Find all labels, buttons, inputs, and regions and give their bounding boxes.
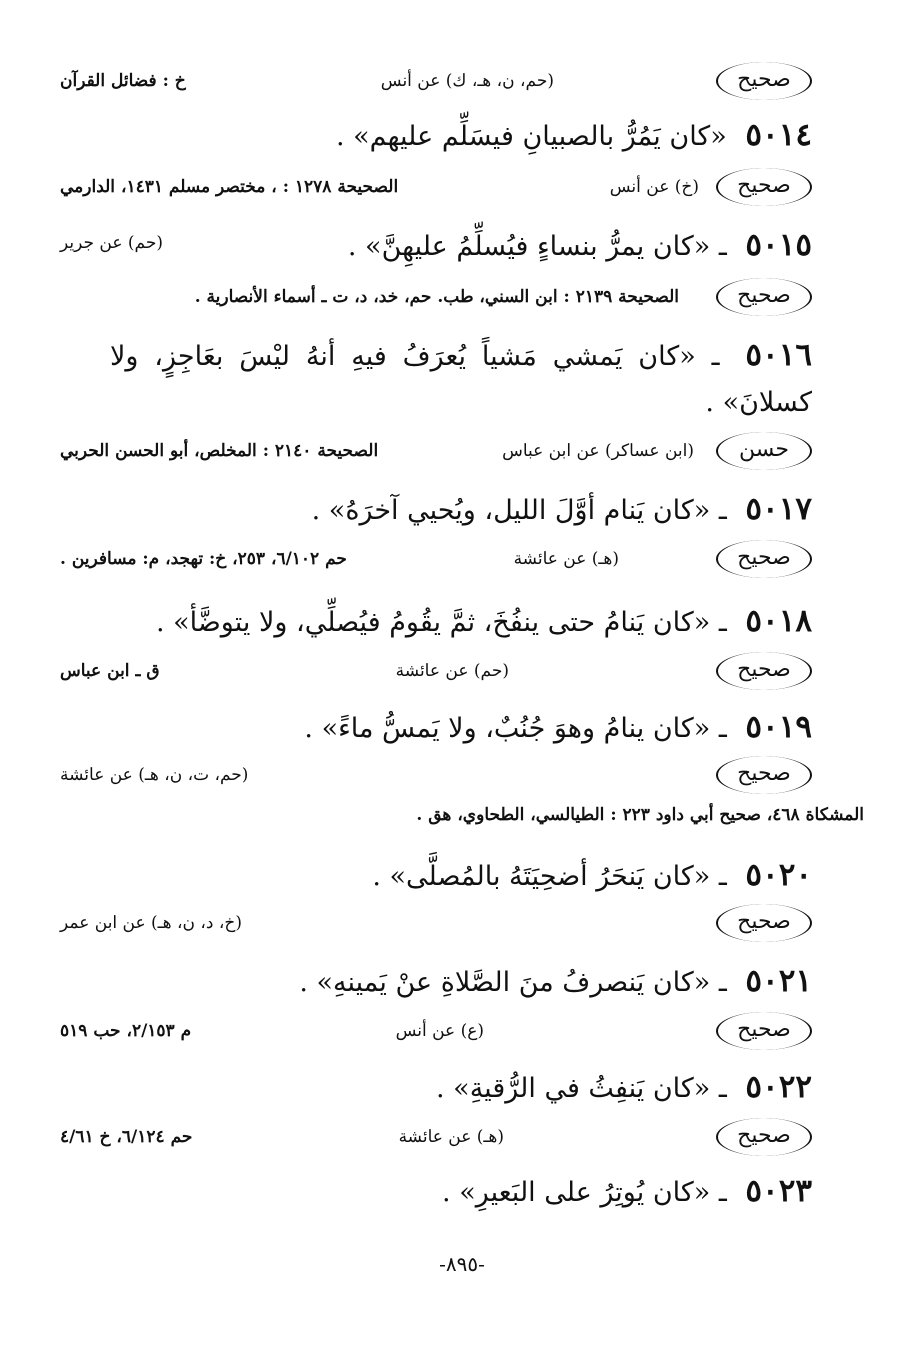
hadith-dash: ـ (718, 495, 727, 526)
hadith-text: «كان يُوتِرُ على البَعيرِ» . (442, 1177, 711, 1208)
hadith-entry (110, 1064, 812, 1112)
hadith-text: «كان يَمُرُّ بالصبيانِ فيسَلِّم عليهم» . (335, 121, 727, 152)
grade-row (0, 904, 924, 944)
grade-badge: صحيح (716, 278, 812, 316)
source-citation: (حم، ت، ن، هـ) عن عائشة (60, 765, 249, 785)
hadith-dash: ـ (718, 967, 727, 998)
source-citation: (هـ) عن عائشة (513, 549, 619, 569)
grade-row (0, 1118, 924, 1158)
hadith-text: «كان يَنام أوَّلَ الليل، ويُحيي آخرَهُ» . (311, 495, 711, 526)
grade-row (0, 62, 924, 102)
source-reference: الصحيحة ١٢٧٨ : ، مختصر مسلم ١٤٣١، الدارمي (60, 177, 399, 197)
source-reference: الصحيحة ٢١٤٠ : المخلص، أبو الحسن الحربي (60, 441, 379, 461)
source-citation: (خ) عن أنس (609, 177, 699, 197)
hadith-text: «كان يَنحَرُ أضحِيَتَهُ بالمُصلَّى» . (372, 861, 711, 892)
hadith-text: «كان يمرُّ بنساءٍ فيُسلِّمُ عليهِنَّ» . (347, 231, 711, 262)
source-citation: (حم) عن جرير (60, 233, 163, 253)
source-citation: (هـ) عن عائشة (398, 1127, 504, 1147)
hadith-number: ٥٠١٧ (745, 491, 812, 527)
hadith-text: «كان يَنصرفُ منَ الصَّلاةِ عنْ يَمينهِ» . (299, 967, 711, 998)
source-citation: (ع) عن أنس (395, 1021, 484, 1041)
hadith-entry (110, 486, 812, 534)
source-reference: حم ٦/١٠٢، ٢٥٣، خ: تهجد، م: مسافرين . (60, 549, 347, 569)
hadith-dash: ـ (718, 607, 727, 638)
hadith-entry (110, 1168, 812, 1216)
grade-row (0, 432, 924, 472)
hadith-text: «كان يَنفِثُ في الرُّقيةِ» . (436, 1073, 711, 1104)
grade-badge: صحيح (716, 1118, 812, 1156)
grade-badge: صحيح (716, 540, 812, 578)
grade-row (0, 756, 924, 796)
hadith-text: «كان يَمشي مَشياً يُعرَفُ فيهِ أنهُ ليْسَ بعَاجِزٍ، ولا كسلانَ» . (110, 341, 812, 418)
hadith-number: ٥٠٢٢ (745, 1069, 812, 1105)
verification-note: المشكاة ٤٦٨، صحيح أبي داود ٢٢٣ : الطيالسي، الطحاوي، هق . (416, 805, 864, 825)
grade-badge: صحيح (716, 904, 812, 942)
source-reference: ق ـ ابن عباس (60, 661, 160, 681)
source-reference: م ٢/١٥٣، حب ٥١٩ (60, 1021, 192, 1041)
hadith-number: ٥٠١٥ (745, 227, 812, 263)
hadith-dash: ـ (711, 341, 720, 372)
grade-badge: صحيح (716, 1012, 812, 1050)
hadith-number: ٥٠٢٣ (745, 1173, 812, 1209)
hadith-entry (110, 958, 812, 1006)
grade-row (0, 540, 924, 580)
source-citation: (ابن عساكر) عن ابن عباس (502, 441, 694, 461)
hadith-number: ٥٠٢١ (745, 963, 812, 999)
hadith-text: «كان يَنامُ حتى ينفُخَ، ثمَّ يقُومُ فيُصلِّي، ولا يتوضَّأ» . (155, 607, 711, 638)
hadith-entry (110, 332, 812, 426)
source-citation: (حم) عن عائشة (395, 661, 509, 681)
source-citation: (حم، ن، هـ، ك) عن أنس (380, 71, 554, 91)
grade-row (0, 278, 924, 318)
hadith-dash: ـ (718, 861, 727, 892)
hadith-entry (110, 704, 812, 752)
source-reference: الصحيحة ٢١٣٩ : ابن السني، طب. حم، خد، د، ت ـ أسماء الأنصارية . (194, 287, 679, 307)
source-reference: خ : فضائل القرآن (60, 71, 186, 91)
hadith-dash: ـ (718, 1073, 727, 1104)
grade-badge: صحيح (716, 652, 812, 690)
hadith-number: ٥٠١٤ (745, 117, 812, 153)
source-citation: (خ، د، ن، هـ) عن ابن عمر (60, 913, 242, 933)
hadith-number: ٥٠١٩ (745, 709, 812, 745)
grade-row (0, 1012, 924, 1052)
page-number: -٨٩٥- (439, 1252, 485, 1276)
hadith-entry (110, 852, 812, 900)
grade-row (0, 168, 924, 208)
grade-badge: حسن (716, 432, 812, 470)
source-reference: حم ٦/١٢٤، خ ٤/٦١ (60, 1127, 193, 1147)
hadith-dash: ـ (718, 1177, 727, 1208)
hadith-entry (110, 598, 812, 646)
hadith-number: ٥٠١٦ (745, 337, 812, 373)
hadith-text: «كان ينامُ وهوَ جُنُبٌ، ولا يَمسُّ ماءً» . (304, 713, 711, 744)
grade-row (0, 652, 924, 692)
hadith-number: ٥٠٢٠ (745, 857, 812, 893)
hadith-number: ٥٠١٨ (745, 603, 812, 639)
grade-badge: صحيح (716, 62, 812, 100)
hadith-entry (110, 222, 812, 270)
hadith-dash: ـ (718, 231, 727, 262)
grade-badge: صحيح (716, 168, 812, 206)
hadith-entry (110, 112, 812, 160)
grade-badge: صحيح (716, 756, 812, 794)
hadith-dash: ـ (718, 713, 727, 744)
